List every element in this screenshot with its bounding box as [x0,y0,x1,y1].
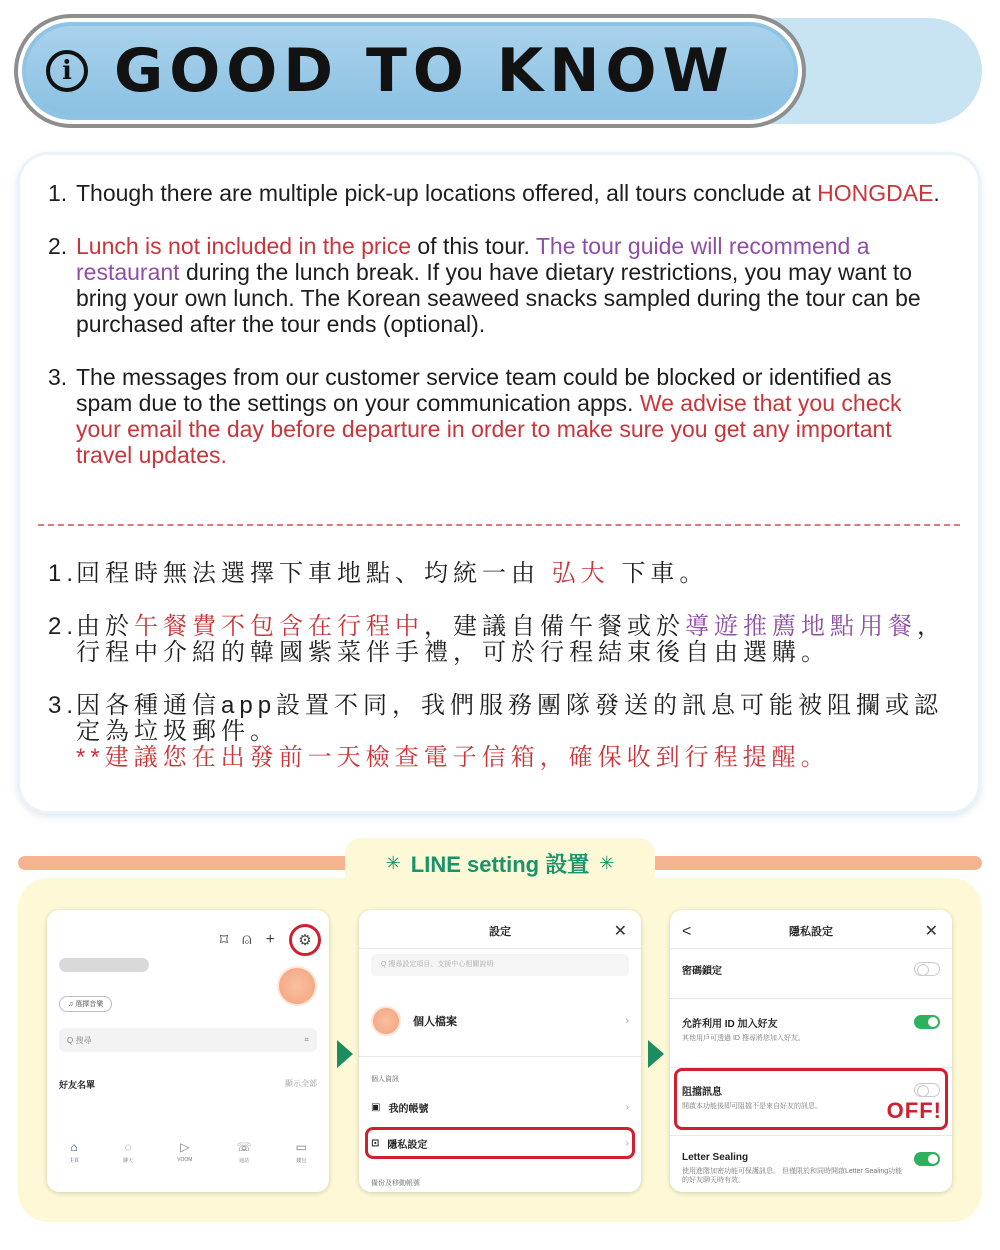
close-icon[interactable]: ✕ [924,923,938,940]
add-friend-icon[interactable]: + [265,931,275,948]
highlighted-text: Lunch is not included in the price [76,233,411,259]
profile-row[interactable] [371,1006,629,1036]
toggle-switch[interactable] [914,1015,940,1029]
note-number: 3. [48,692,79,719]
note-segment: The messages from our customer service team could be blocked or identified as spam due to the settings on your communication apps. [76,364,892,416]
note-number: 1. [48,560,79,587]
notes_zh-note-item [48,693,948,771]
note-number: 3. [48,364,68,390]
home-top-icons [220,924,321,956]
nav-item-3[interactable] [237,1140,252,1180]
nav-item-2[interactable] [177,1140,192,1180]
call-icon: ☏ [236,1140,252,1154]
highlighted-text: 午餐費不包含在行程中 [134,613,424,640]
note-text [76,614,948,666]
nav-label: 主頁 [69,1158,80,1164]
privacy-settings-label: 隱私設定 [387,1140,428,1151]
nav-label: 聊天 [123,1158,134,1164]
info-icon: i [46,50,88,92]
privacy-settings-row[interactable] [371,1136,629,1151]
highlighted-text: HONGDAE [817,180,934,206]
privacy-row-title: 密碼鎖定 [682,966,722,977]
friends-list-header [59,1078,317,1091]
note-segment: 因各種通信app設置不同，我們服務團隊發送的訊息可能被阻攔或認定為垃圾郵件。 [76,692,944,745]
privacy-row-description: 開啟本功能後即可阻擋不是來自好友的訊息。 [682,1103,822,1110]
avatar[interactable] [277,966,317,1006]
nav-item-0[interactable] [69,1140,79,1180]
show-all-link[interactable]: 顯示全部 [285,1079,317,1088]
avatar [371,1006,401,1036]
lock-icon: ⊡ [371,1138,380,1149]
note-text [76,693,948,771]
backup-section-label: 備份及移動帳號 [371,1180,420,1187]
good-to-know-banner [18,18,982,124]
chevron-right-icon: › [625,1102,629,1113]
arrow-right-icon [337,1040,353,1068]
note-segment: 下車。 [609,560,709,587]
privacy-row-description: 其他用戶可透過 ID 搜尋將您加入好友。 [682,1035,805,1042]
line-settings-title: LINE setting 設置 [410,851,590,877]
privacy-row-title: 阻擋訊息 [682,1087,722,1098]
note-segment: of this tour. [411,233,536,259]
arrow-right-icon [648,1040,664,1068]
note-segment: during the lunch break. If you have dietary restrictions, you may want to bring your own lunch. The Korean seaweed snacks sampled during the tour can be purchased after the tour ends (optional). [76,259,921,337]
note-number: 2. [48,613,79,640]
note-segment: Though there are multiple pick-up locations offered, all tours conclude at [76,180,818,206]
note-segment: . [933,180,940,206]
privacy-row-title: 允許利用 ID 加入好友 [682,1019,778,1030]
toggle-switch[interactable] [914,962,940,976]
bottom-nav [47,1140,329,1180]
my-account-label: 我的帳號 [388,1104,429,1115]
notes-card [20,155,978,811]
chinese-notes-list [48,561,948,798]
my-account-row[interactable] [371,1100,629,1115]
dashed-divider [38,524,960,526]
chevron-right-icon: › [625,1015,629,1027]
id-card-icon: ▣ [371,1102,381,1113]
note-text [76,364,948,468]
note-segment: ，行程中介紹的韓國紫菜伴手禮，可於行程結束後自由選購。 [76,613,946,666]
back-icon[interactable]: < [682,923,692,940]
profile-label: 個人檔案 [413,1016,457,1028]
search-input[interactable] [59,1028,317,1052]
notes_zh-note-item [48,614,948,666]
settings-title: 設定 [489,926,511,938]
phone-privacy-screen [670,910,952,1192]
notes_en-note-item [48,233,948,337]
banner-title-group [46,30,735,112]
close-icon[interactable]: ✕ [613,923,627,940]
voom-icon: ▷ [180,1140,190,1154]
star-icon: ✳ [385,852,401,873]
search-placeholder: Q 搜尋 [67,1035,92,1045]
notes_zh-note-item [48,561,948,587]
nav-label: VOOM [177,1157,193,1163]
select-music-button[interactable]: ♫ 選擇音樂 [59,996,112,1012]
off-label: OFF! [886,1098,942,1123]
privacy-row-title: Letter Sealing [682,1152,749,1163]
highlighted-text: 弘大 [551,560,610,587]
note-number: 2. [48,233,68,259]
wallet-icon: ▭ [295,1140,307,1154]
nav-item-4[interactable] [296,1140,307,1180]
nav-item-1[interactable] [123,1140,133,1180]
notes_en-note-item [48,364,948,468]
highlighted-text: **建議您在出發前一天檢查電子信箱，確保收到行程提醒。 [76,744,830,771]
note-segment: 回程時無法選擇下車地點、均統一由 [76,560,552,587]
line-settings-heading [345,838,655,888]
friends-list-label: 好友名單 [59,1080,96,1090]
personal-info-section-label: 個人資訊 [371,1076,399,1083]
nav-label: 錢包 [296,1158,307,1164]
privacy-row [682,962,940,977]
privacy-row-description: 使用進階加密功能可保護訊息。 但僅限於和同時開啟Letter Sealing功能的好友聊天時有效。 [682,1168,903,1184]
profile-name-placeholder [59,958,149,972]
privacy-row [682,1152,940,1185]
settings-search-input[interactable]: Q 搜尋設定項目、支援中心相關說明 [371,954,629,976]
privacy-title: 隱私設定 [789,926,833,938]
note-segment: 由於 [76,613,134,640]
english-notes-list [48,180,948,495]
highlighted-text: 導遊推薦地點用餐 [685,613,917,640]
banner-title: GOOD TO KNOW [114,36,735,106]
notes_en-note-item [48,180,948,206]
star-icon: ✳ [599,852,615,873]
scan-icon[interactable]: ⌗ [304,1035,309,1044]
nav-label: 通話 [239,1158,250,1164]
highlighted-text: The tour guide will recommend a restaurant [76,233,870,285]
bookmark-icon[interactable]: ⌑ [219,932,229,949]
phone-settings-screen [359,910,641,1192]
toggle-switch[interactable] [914,1152,940,1166]
phone-home-screen [47,910,329,1192]
highlighted-text: We advise that you check your email the day before departure in order to make sure you get any important travel updates. [76,390,902,468]
note-text [76,233,948,337]
privacy-row [682,1015,940,1043]
note-segment: ，建議自備午餐或於 [424,613,685,640]
chevron-right-icon: › [625,1138,629,1149]
settings-gear-icon[interactable]: ⚙ [289,924,321,956]
note-text [76,561,708,587]
home-icon: ⌂ [70,1140,78,1154]
bell-icon[interactable]: ⍝ [242,931,252,948]
note-number: 1. [48,180,68,206]
chat-icon: ◌ [124,1140,132,1154]
note-text [76,180,940,206]
